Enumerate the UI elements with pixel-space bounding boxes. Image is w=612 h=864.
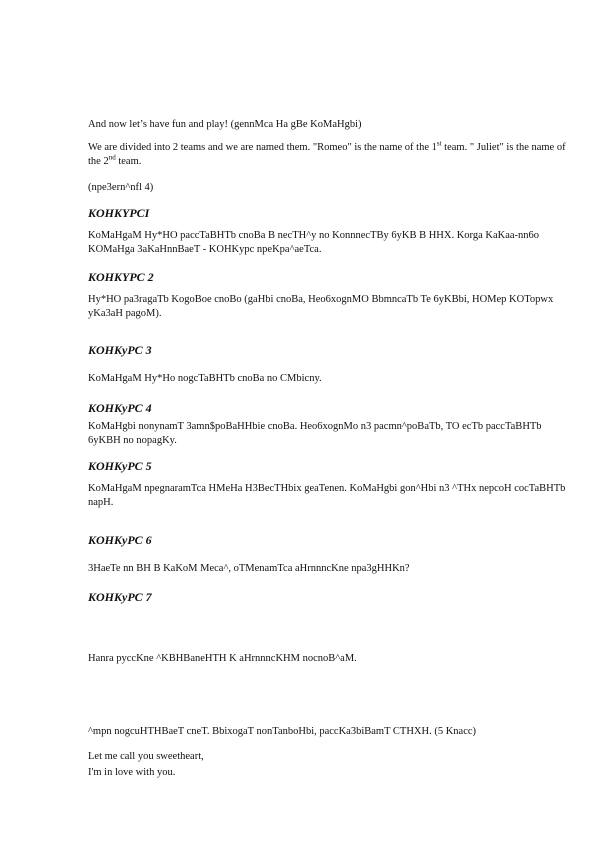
contest-3-text: KoMaHgaM Hy*Ho nogcTaBHTb cnoBa no CMbicny.: [88, 373, 322, 384]
intro-line: And now let’s have fun and play! (gennMca Ha gBe KoMaHgbi): [88, 119, 362, 130]
presentation-note: (npe3ern^nfl 4): [88, 182, 154, 193]
intro-teams-text-a: We are divided into 2 teams and we are named them. "Romeo" is the name of the 1: [88, 142, 437, 153]
ordinal-second: nd: [108, 153, 116, 161]
contest-4-text: KoMaHgbi nonynamT 3amn$poBaHHbie cnoBa. Heo6xognMo n3 pacmn^poBaTb, TO ecTb paccTaBHTb 6yKBH no nopagKy.: [88, 421, 542, 446]
intro-teams-text-c: team.: [115, 155, 142, 167]
poem-line-2: I'm in love with you.: [88, 767, 176, 778]
contest-6-heading: KOHKyPC 6: [88, 533, 152, 547]
contest-1-heading: KOHKYPCI: [88, 206, 150, 220]
jury-note-text: ^mpn nogcuHTHBaeT cneT. BbixogaT nonTanboHbi, paccKa3biBamT CTHXH. (5 Knacc): [88, 726, 477, 737]
contest-3-heading: KOHKyPC 3: [88, 343, 152, 357]
contest-5-text: KoMaHgaM npegnaramTca HMeHa H3BecTHbix geaTenen. KoMaHgbi gon^Hbi n3 ^THx nepcoH cocTaBHTb napH.: [88, 483, 566, 508]
intro-teams-text-b: team. " Juliet" is the name of the 2: [88, 142, 566, 167]
contest-2-text: Hy*HO pa3ragaTb KogoBoe cnoBo (gaHbi cnoBa, Heo6xognMO BbmncaTb Te 6yKBbi, HOMep KOTopwx yKa3aH pagoM).: [88, 294, 554, 319]
intro-teams-paragraph: [88, 141, 568, 168]
find-equivalents-text: Hanra pyccKne ^KBHBaneHTH K aHrnnncKHM nocnoB^aM.: [88, 653, 357, 664]
contest-4-heading: KOHKyPC 4: [88, 401, 152, 415]
poem-line-1: Let me call you sweetheart,: [88, 751, 204, 762]
contest-6-text: 3HaeTe nn BH B KaKoM Meca^, oTMenamTca aHrnnncKne npa3gHHKn?: [88, 563, 410, 574]
contest-5-heading: KOHKyPC 5: [88, 459, 152, 473]
ordinal-first: st: [436, 139, 442, 148]
contest-1-text: KoMaHgaM Hy*HO paccTaBHTb cnoBa B necTH^y no KonnnecTBy 6yKB B HHX. Korga KaKaa-nn6o KOMaHga 3aKaHnnBaeT - KOHKypc npeKpa^aeTca.: [88, 230, 540, 255]
contest-7-heading: KOHKyPC 7: [88, 590, 152, 604]
contest-2-heading: KOHKYPC 2: [88, 270, 154, 284]
